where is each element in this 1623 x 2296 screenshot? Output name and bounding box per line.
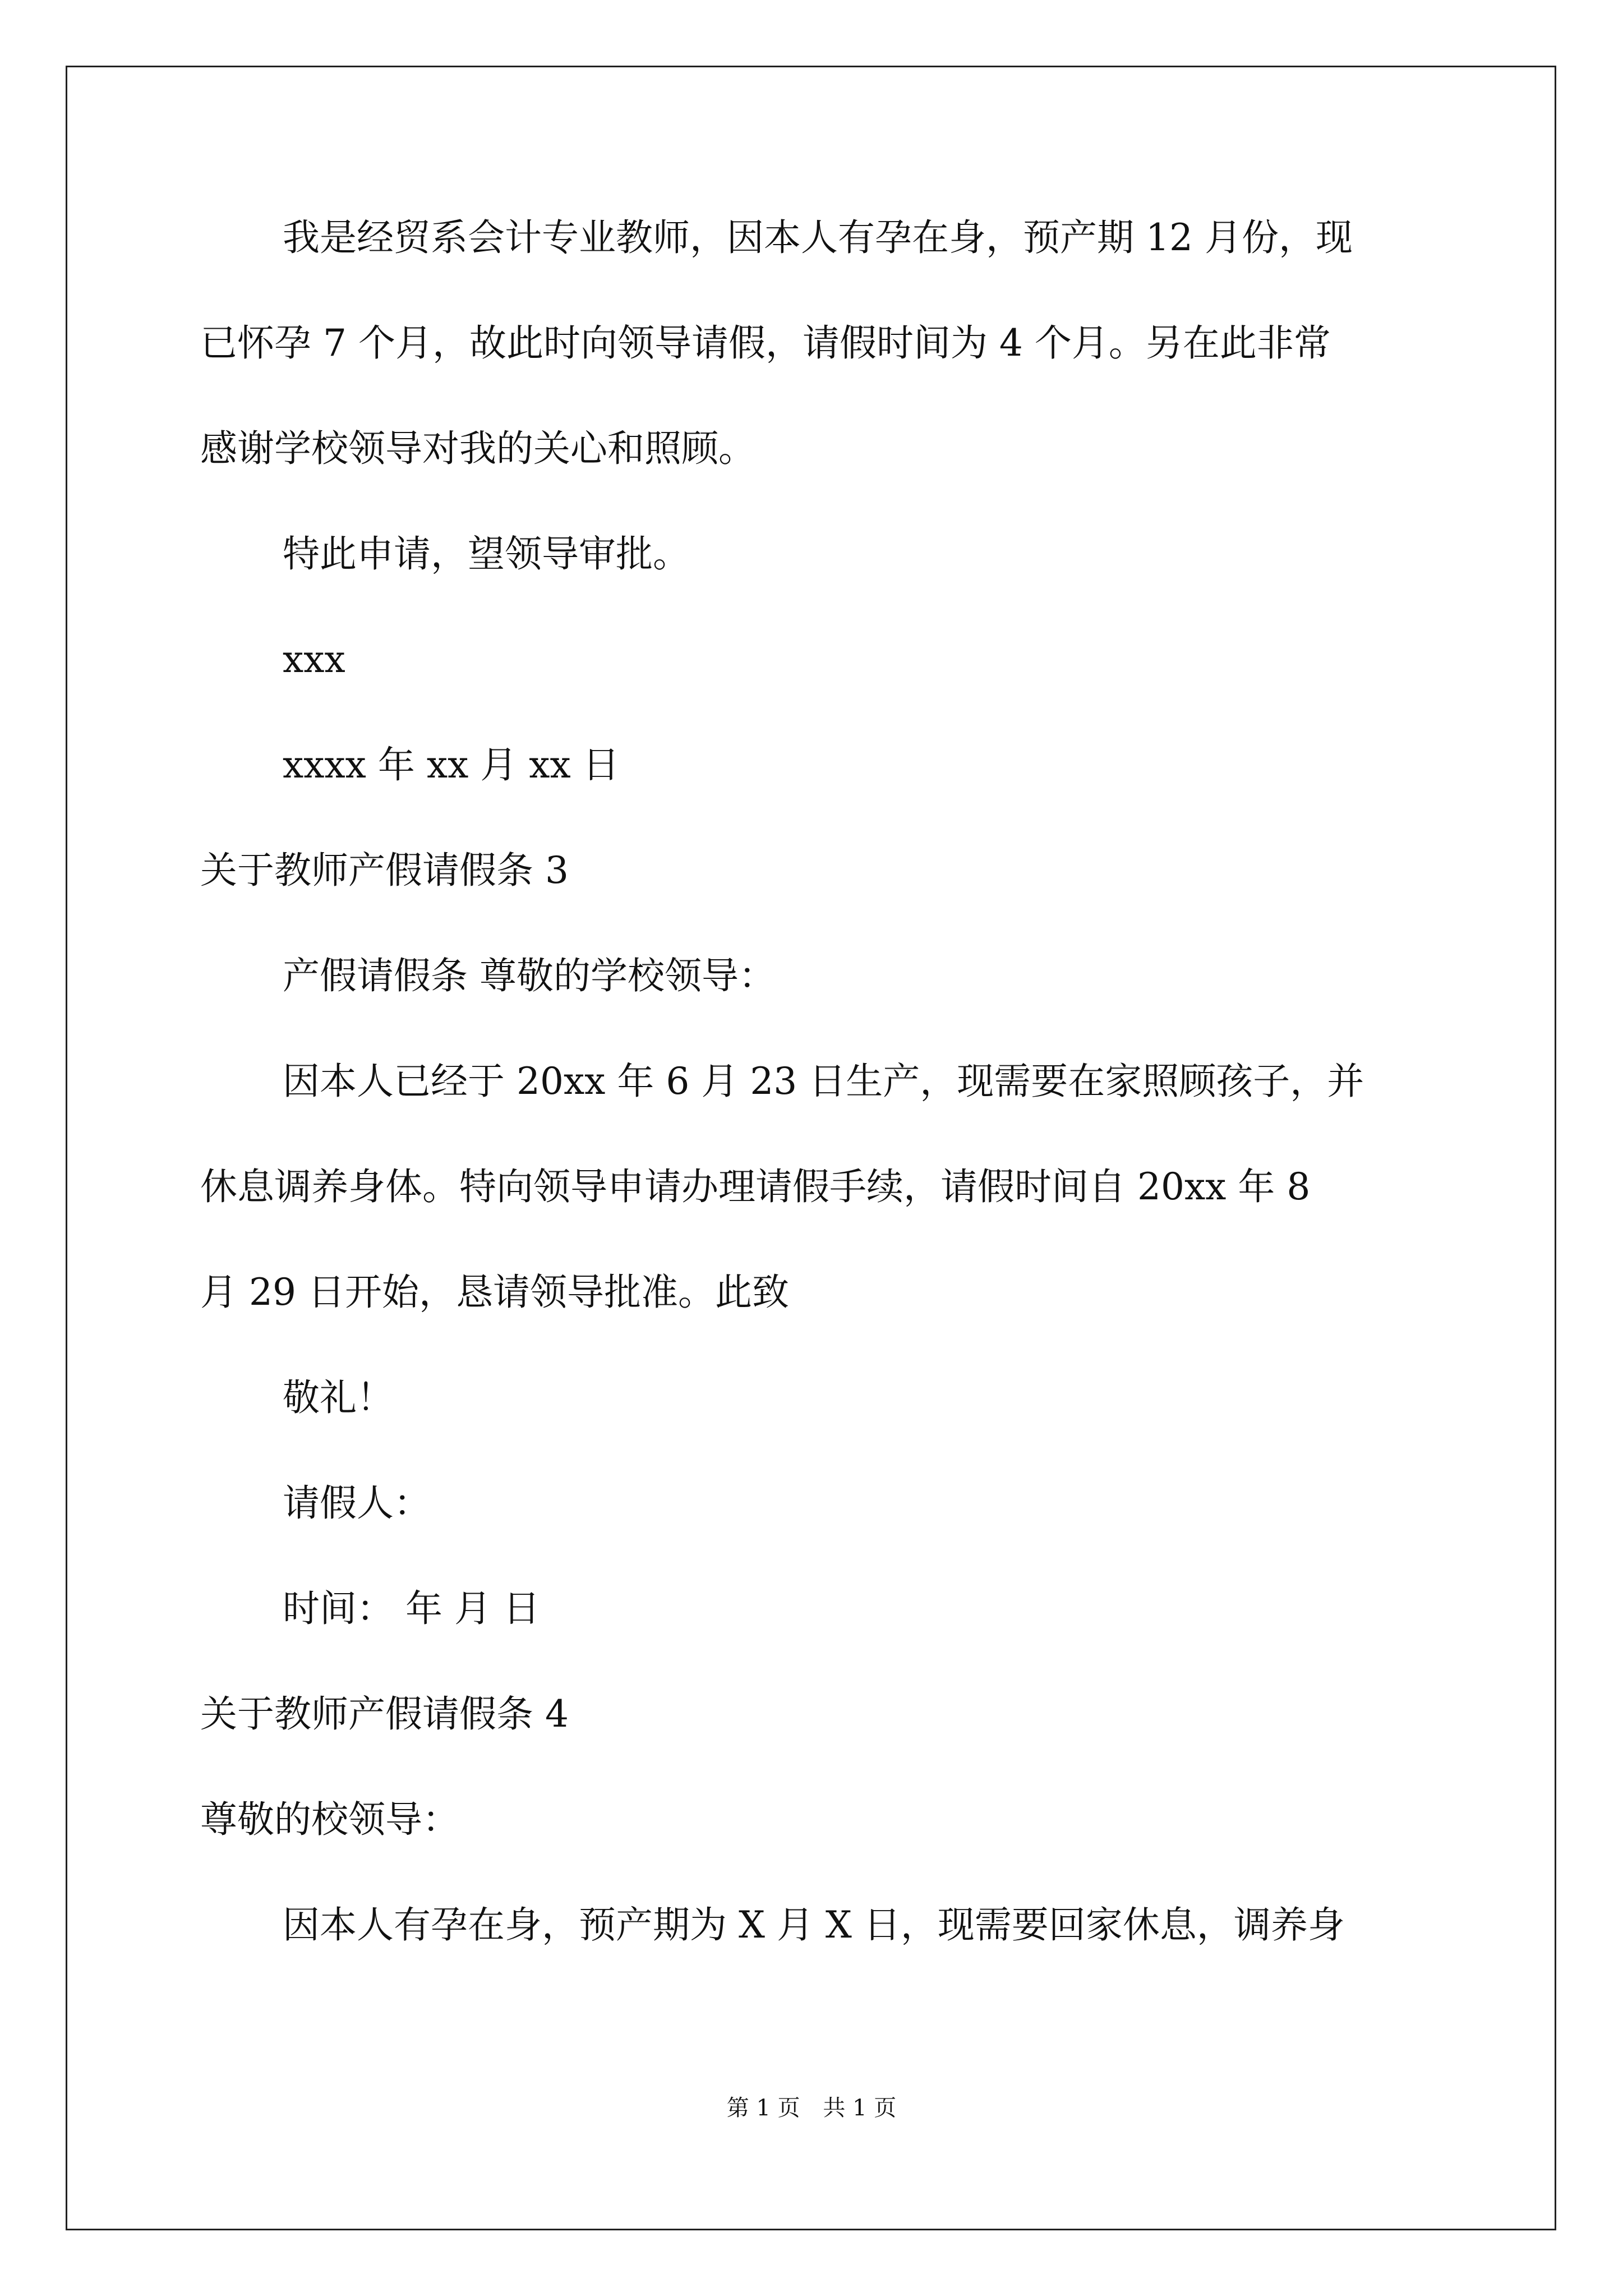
paragraph-line: xxx xyxy=(283,638,345,681)
paragraph-line: 时间： 年 月 日 xyxy=(283,1587,540,1630)
paragraph-line: 感谢学校领导对我的关心和照顾。 xyxy=(200,427,755,470)
paragraph-body-4 xyxy=(200,1901,1423,1950)
page-footer xyxy=(0,2092,1623,2124)
paragraph-line: 因本人有孕在身，预产期为 X 月 X 日，现需要回家休息，调养身 xyxy=(283,1903,1345,1947)
signature-name xyxy=(200,635,1423,684)
paragraph-line: xxxx 年 xx 月 xx 日 xyxy=(283,743,620,786)
closing-salute xyxy=(200,1373,1423,1423)
applicant-field xyxy=(200,1479,1423,1528)
paragraph-line: 特此申请，望领导审批。 xyxy=(283,532,690,576)
paragraph-line: 产假请假条 尊敬的学校领导： xyxy=(283,954,776,997)
document-body xyxy=(200,213,1423,2006)
signature-date xyxy=(200,740,1423,790)
paragraph-line: 月 29 日开始，恳请领导批准。此致 xyxy=(200,1271,789,1314)
paragraph-request xyxy=(200,530,1423,579)
salutation-3 xyxy=(200,951,1423,1001)
section-heading: 关于教师产假请假条 3 xyxy=(200,849,569,892)
paragraph-line: 我是经贸系会计专业教师，因本人有孕在身，预产期 12 月份，现 xyxy=(283,216,1353,259)
paragraph-line: 因本人已经于 20xx 年 6 月 23 日生产，现需要在家照顾孩子，并 xyxy=(283,1060,1364,1103)
paragraph-line: 敬礼！ xyxy=(283,1376,394,1419)
page-total: 共 1 页 xyxy=(823,2095,897,2121)
paragraph-1 xyxy=(200,213,1423,473)
paragraph-body-3 xyxy=(200,1057,1423,1317)
date-field xyxy=(200,1584,1423,1634)
paragraph-line: 休息调养身体。特向领导申请办理请假手续，请假时间自 20xx 年 8 xyxy=(200,1165,1311,1208)
paragraph-line: 尊敬的校领导： xyxy=(200,1798,459,1841)
salutation-4 xyxy=(200,1795,1423,1844)
paragraph-line: 请假人： xyxy=(283,1481,431,1525)
section-heading-3 xyxy=(200,846,1423,895)
section-heading-4 xyxy=(200,1690,1423,1739)
paragraph-line: 已怀孕 7 个月，故此时向领导请假，请假时间为 4 个月。另在此非常 xyxy=(200,321,1331,365)
page-number: 第 1 页 xyxy=(726,2095,800,2121)
section-heading: 关于教师产假请假条 4 xyxy=(200,1692,569,1736)
